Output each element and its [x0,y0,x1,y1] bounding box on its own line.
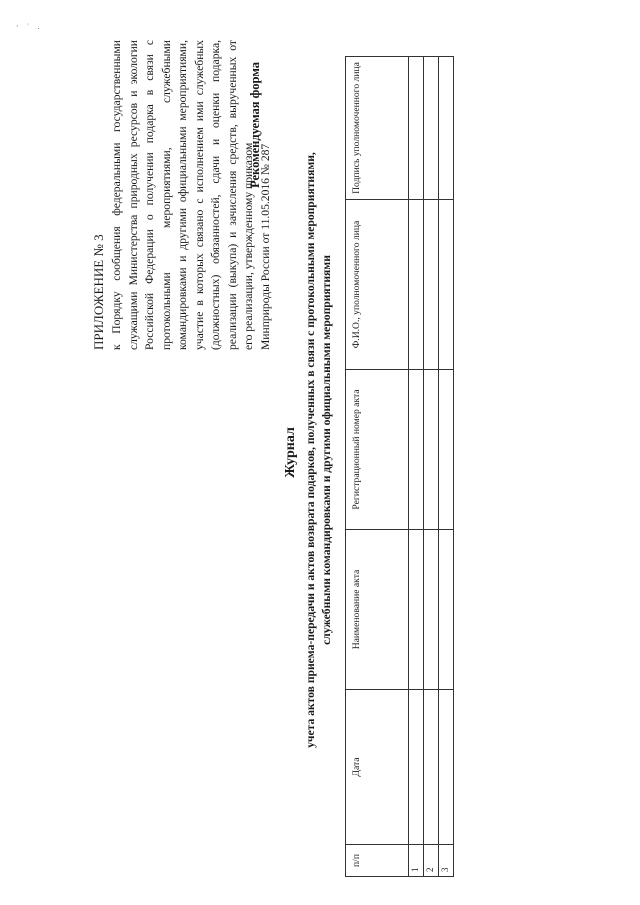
header-signature: Подпись уполномоченного лица [346,57,409,200]
annex-block [90,40,274,350]
cell-reg-number [409,370,424,530]
cell-date [439,690,454,845]
row-num: 3 [439,845,454,877]
scan-specks: · ˙ . [16,22,43,31]
header-official-name: Ф.И.О., уполномоченного лица [346,200,409,370]
cell-date [409,690,424,845]
recommended-form-label: Рекомендуемая форма [248,62,262,188]
table-row [424,57,439,877]
cell-act-name [424,530,439,690]
cell-act-name [439,530,454,690]
row-num: 2 [424,845,439,877]
table-row [439,57,454,877]
table-row [409,57,424,877]
cell-signature [424,57,439,200]
journal-title: Журнал [283,427,298,478]
row-num: 1 [409,845,424,877]
header-act-name: Наименование акта [346,530,409,690]
cell-official-name [439,200,454,370]
annex-text: к Порядку сообщения федеральными государственными служащими Министерства природных ресурсов и экологии Российской Федерации о получении подарка в связи с протокольными мероприятиями, служебными командировками и другими официальными мероприятиями, участие в которых связано с исполнением ими служебных (должностных) обязанностей, сдачи и оценки подарка, реализации (выкупа) и зачисления средств, вырученных от его реализации, утвержденному приказом [110,40,256,350]
header-num: п/п [346,845,409,877]
header-date: Дата [346,690,409,845]
cell-date [424,690,439,845]
journal-subtitle-line2: служебными командировками и другими официальными мероприятиями [320,255,334,645]
cell-signature [409,57,424,200]
journal-subtitle [303,50,335,850]
annex-heading: ПРИЛОЖЕНИЕ № 3 [91,234,106,350]
cell-reg-number [424,370,439,530]
annex-order: Минприроды России от 11.05.2016 № 287 [258,143,272,350]
table-header-row [346,57,409,877]
cell-reg-number [439,370,454,530]
cell-official-name [409,200,424,370]
cell-official-name [424,200,439,370]
header-reg-number: Регистрационный номер акта [346,370,409,530]
journal-subtitle-line1: учета актов приема-передачи и актов возврата подарков, полученных в связи с протокольными мероприятиями, [304,152,317,748]
cell-signature [439,57,454,200]
journal-table [345,56,454,877]
cell-act-name [409,530,424,690]
